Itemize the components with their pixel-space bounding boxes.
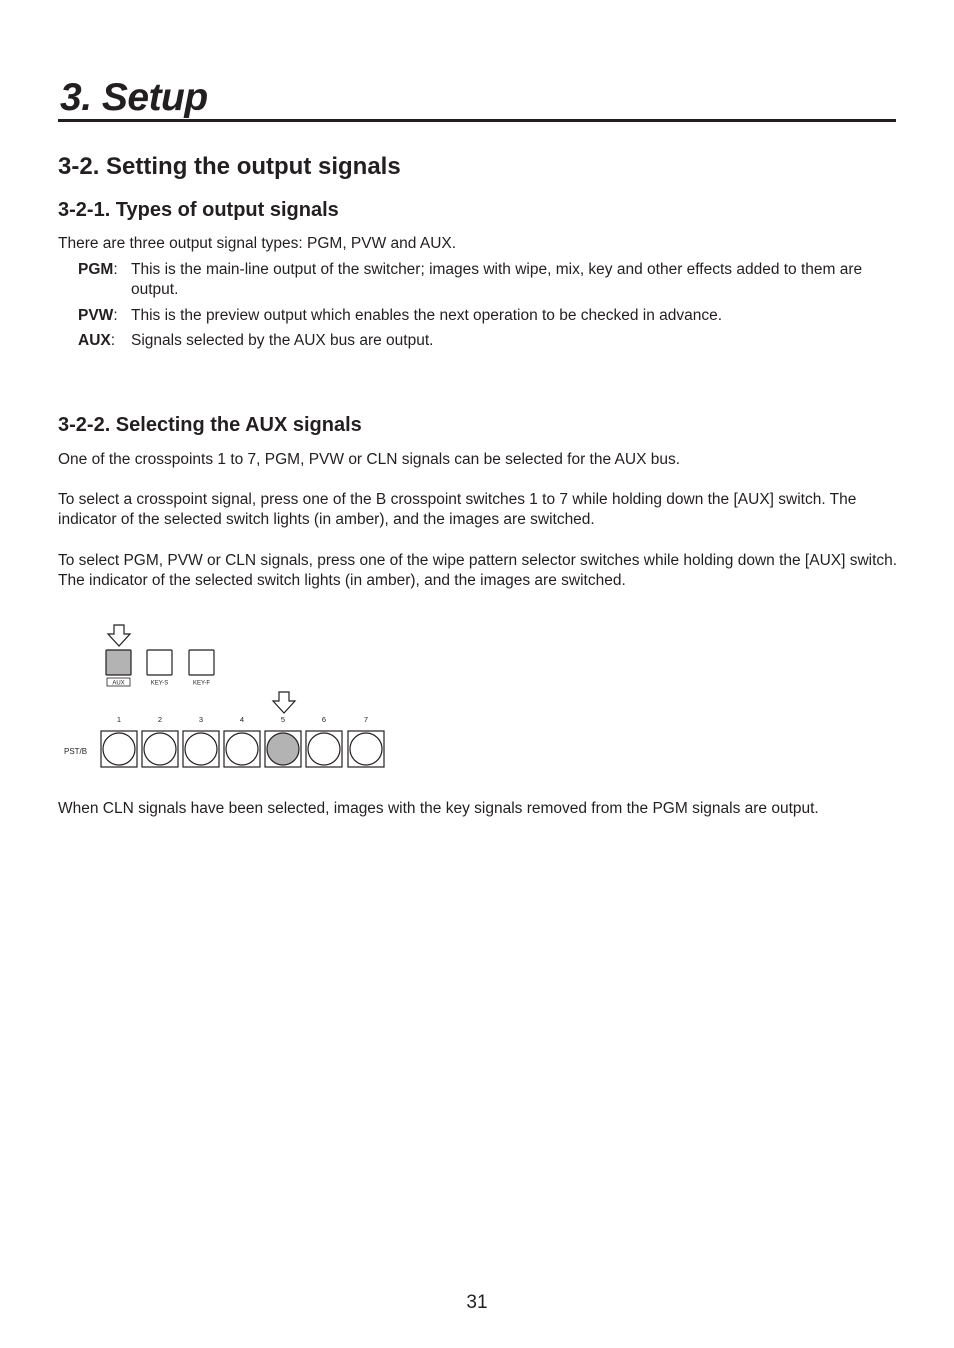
crosspoint-number: 6 bbox=[321, 715, 327, 724]
aux-paragraph-4: When CLN signals have been selected, images with the key signals removed from the PGM signals are output. bbox=[58, 800, 819, 817]
crosspoint-button-6[interactable] bbox=[306, 731, 342, 767]
crosspoint-button-4[interactable] bbox=[224, 731, 260, 767]
top-button-aux[interactable] bbox=[106, 650, 131, 675]
aux-paragraph-3: To select PGM, PVW or CLN signals, press one of the wipe pattern selector switches while holding down the [AUX] switch. The indicator of the selected switch lights (in amber), and the images are switched. bbox=[58, 552, 898, 589]
aux-paragraph-2: To select a crosspoint signal, press one of the B crosspoint switches 1 to 7 while holding down the [AUX] switch. The indicator of the selected switch lights (in amber), and the images are switched. bbox=[58, 491, 857, 528]
top-label-aux: AUX bbox=[112, 680, 125, 687]
def-item-pvw bbox=[78, 306, 898, 326]
crosspoint-button-7[interactable] bbox=[348, 731, 384, 767]
crosspoint-number: 2 bbox=[157, 715, 163, 724]
crosspoint-number: 5 bbox=[280, 715, 286, 724]
def-term: AUX: bbox=[78, 332, 116, 349]
def-desc: Signals selected by the AUX bus are output. bbox=[131, 332, 434, 349]
def-term: PVW: bbox=[78, 307, 118, 324]
section-title: 3-2. Setting the output signals bbox=[58, 153, 401, 180]
subsection-title-aux: 3-2-2. Selecting the AUX signals bbox=[58, 414, 362, 436]
crosspoint-button-2[interactable] bbox=[142, 731, 178, 767]
def-item-aux bbox=[78, 331, 898, 351]
types-intro: There are three output signal types: PGM, PVW and AUX. bbox=[58, 235, 457, 252]
def-desc: This is the main-line output of the switcher; images with wipe, mix, key and other effects added to them are output. bbox=[131, 261, 863, 298]
top-label-key-s: KEY-S bbox=[150, 680, 169, 687]
chapter-rule bbox=[58, 119, 896, 122]
crosspoint-number: 7 bbox=[363, 715, 369, 724]
top-label-key-f: KEY-F bbox=[192, 680, 211, 687]
def-desc: This is the preview output which enables the next operation to be checked in advance. bbox=[131, 307, 723, 324]
crosspoint-number: 4 bbox=[239, 715, 245, 724]
row-label-pst-b: PST/B bbox=[64, 747, 88, 756]
top-button-key-s[interactable] bbox=[147, 650, 172, 675]
crosspoint-button-3[interactable] bbox=[183, 731, 219, 767]
subsection-title-types: 3-2-1. Types of output signals bbox=[58, 199, 339, 221]
crosspoint-button-1[interactable] bbox=[101, 731, 137, 767]
down-arrow-icon bbox=[108, 625, 130, 646]
def-item-pgm bbox=[78, 260, 898, 300]
aux-paragraph-1: One of the crosspoints 1 to 7, PGM, PVW or CLN signals can be selected for the AUX bus. bbox=[58, 451, 681, 468]
crosspoint-number: 3 bbox=[198, 715, 204, 724]
crosspoint-number: 1 bbox=[116, 715, 122, 724]
def-term: PGM: bbox=[78, 261, 118, 278]
chapter-title: 3. Setup bbox=[60, 76, 208, 119]
top-button-key-f[interactable] bbox=[189, 650, 214, 675]
page-number: 31 bbox=[466, 1292, 488, 1313]
down-arrow-icon bbox=[273, 692, 295, 713]
crosspoint-button-5[interactable] bbox=[265, 731, 301, 767]
aux-selection-diagram bbox=[0, 615, 420, 780]
